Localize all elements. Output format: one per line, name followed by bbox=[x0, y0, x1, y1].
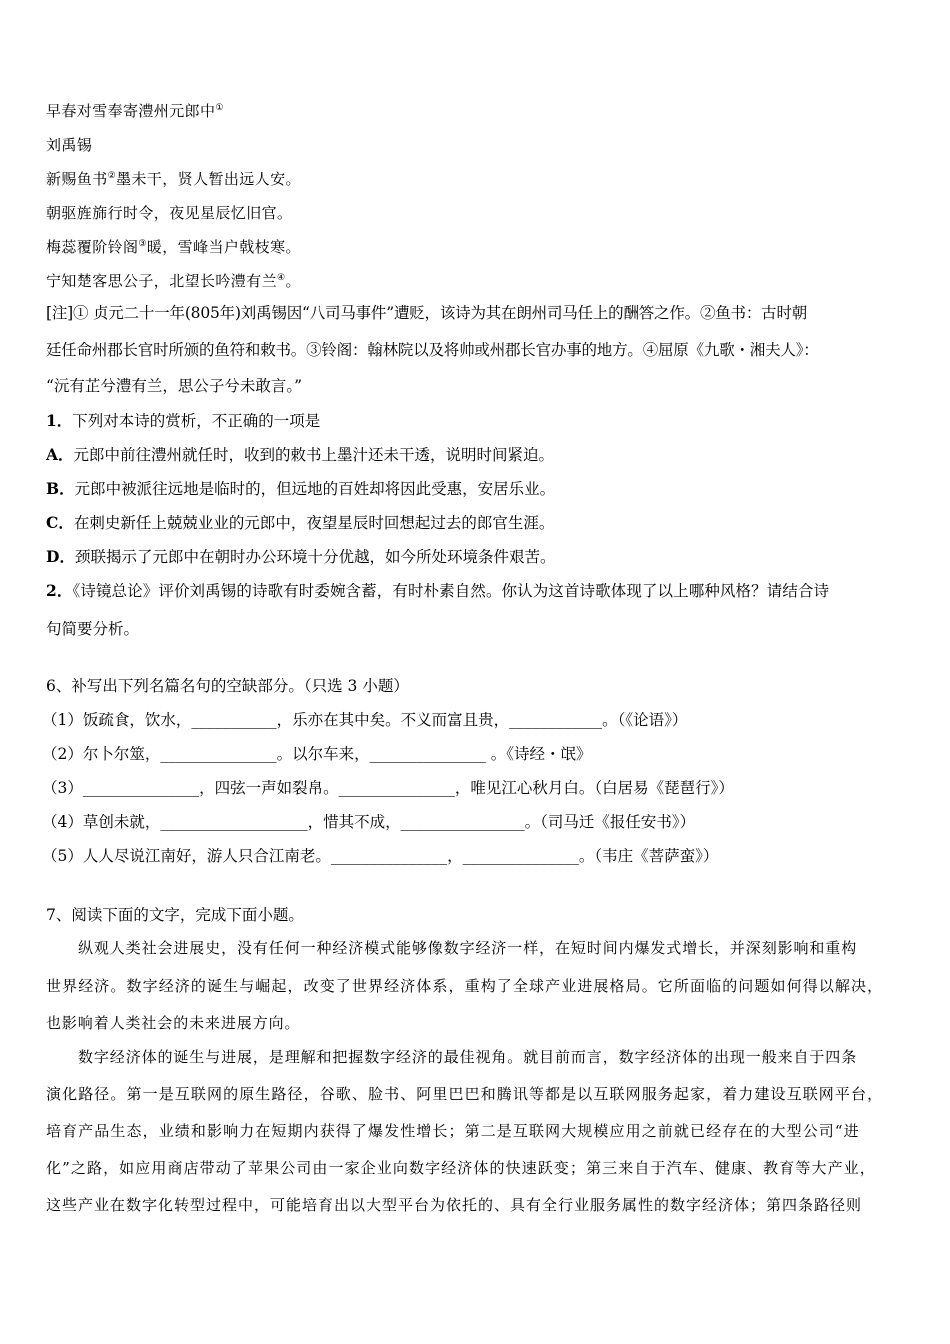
option-b bbox=[46, 479, 555, 499]
passage-p1-line-3: 也影响着人类社会的未来进展方向。 bbox=[46, 1014, 301, 1032]
option-label: C． bbox=[46, 513, 74, 532]
passage-p2-line-2: 演化路径。第一是互联网的原生路径，谷歌、脸书、阿里巴巴和腾讯等都是以互联网服务起家，着力建设互联网平台， bbox=[46, 1085, 884, 1103]
passage-p2-line-5: 这些产业在数字化转型过程中，可能培育出以大型平台为依托的、具有全行业服务属性的数字经济体；第四条路径则 bbox=[46, 1196, 863, 1214]
question-number: 1． bbox=[46, 411, 73, 430]
passage-p1-line-1: 纵观人类社会进展史，没有任何一种经济模式能够像数字经济一样，在短时间内爆发式增长，并深刻影响和重构 bbox=[78, 939, 858, 957]
passage-p2-line-1: 数字经济体的诞生与进展，是理解和把握数字经济的最佳视角。就目前而言，数字经济体的出现一般来自于四条 bbox=[78, 1048, 858, 1066]
option-text: 颈联揭示了元郎中在朝时办公环境十分优越，如今所处环境条件艰苦。 bbox=[74, 548, 556, 566]
option-label: A． bbox=[46, 445, 74, 464]
poem-line-1-part-a: 新赐鱼书 bbox=[46, 170, 108, 188]
question-2-line-1 bbox=[46, 581, 829, 601]
passage-p2-line-4: 化”之路，如应用商店带动了苹果公司由一家企业向数字经济体的快速跃变；第三来自于汽车、健康、教育等大产业， bbox=[46, 1159, 876, 1177]
fill-blank-item-4: （4）草创未就，___________________，惜其不成，________________。（司马迁《报任安书》） bbox=[42, 813, 696, 831]
option-label: D． bbox=[46, 547, 75, 566]
poem-line-4-part-a: 宁知楚客思公子，北望长吟澧有兰 bbox=[46, 272, 278, 290]
poem-line-3-part-b: 暖，雪峰当户戟枝寒。 bbox=[146, 238, 301, 256]
poem-title-text: 早春对雪奉寄澧州元郎中 bbox=[46, 102, 216, 120]
poem-line-4 bbox=[46, 271, 301, 291]
question-2-text: 《诗镜总论》评价刘禹锡的诗歌有时委婉含蓄，有时朴素自然。你认为这首诗歌体现了以上哪种风格？请结合诗 bbox=[72, 582, 830, 600]
option-text: 元郎中被派往远地是临时的，但远地的百姓却将因此受惠，安居乐业。 bbox=[74, 480, 556, 498]
option-c bbox=[46, 513, 554, 533]
question-2-line-2: 句简要分析。 bbox=[46, 620, 140, 638]
question-number: 2． bbox=[46, 581, 73, 600]
poem-title bbox=[46, 101, 224, 121]
poem-author: 刘禹锡 bbox=[46, 136, 93, 154]
notes-line-2: 廷任命州郡长官时所颁的鱼符和敕书。③铃阁：翰林院以及将帅或州郡长官办事的地方。④屈原《九歌・湘夫人》： bbox=[46, 341, 819, 359]
question-6-heading: 6、补写出下列名篇名句的空缺部分。（只选 3 小题） bbox=[46, 677, 409, 695]
footnote-marker: ① bbox=[215, 103, 224, 113]
option-label: B． bbox=[46, 479, 75, 498]
notes-line-1: [注]① 贞元二十一年(805年)刘禹锡因“八司马事件”遭贬，该诗为其在朗州司马任上的酬答之作。②鱼书：古时朝 bbox=[46, 304, 808, 322]
poem-line-1 bbox=[46, 169, 301, 189]
poem-line-3-part-a: 梅蕊覆阶铃阁 bbox=[46, 238, 139, 256]
option-text: 元郎中前往澧州就任时，收到的敕书上墨汁还未干透，说明时间紧迫。 bbox=[73, 446, 555, 464]
option-text: 在刺史新任上兢兢业业的元郎中，夜望星辰时回想起过去的郎官生涯。 bbox=[73, 514, 555, 532]
question-1-stem bbox=[46, 411, 320, 431]
fill-blank-item-1: （1）饭疏食，饮水，___________，乐亦在其中矣。不义而富且贵，____________。（《论语》） bbox=[42, 711, 688, 729]
fill-blank-item-5: （5）人人尽说江南好，游人只合江南老。_______________，_______________。（韦庄《菩萨蛮》） bbox=[42, 847, 719, 865]
footnote-marker: ② bbox=[107, 171, 117, 181]
question-1-text: 下列对本诗的赏析，不正确的一项是 bbox=[72, 412, 321, 430]
question-7-heading: 7、阅读下面的文字，完成下面小题。 bbox=[46, 906, 304, 924]
poem-line-2: 朝驱旌旆行时令，夜见星辰忆旧官。 bbox=[46, 204, 293, 222]
poem-line-1-part-b: 墨未干，贤人暂出远人安。 bbox=[116, 170, 301, 188]
notes-line-3: “沅有芷兮澧有兰，思公子兮未敢言。” bbox=[46, 377, 303, 395]
passage-p1-line-2: 世界经济。数字经济的诞生与崛起，改变了世界经济体系，重构了全球产业进展格局。它所面临的问题如何得以解决， bbox=[46, 977, 884, 995]
fill-blank-item-3: （3）_______________，四弦一声如裂帛。_______________，唯见江心秋月白。（白居易《琵琶行》） bbox=[42, 779, 734, 797]
poem-line-3 bbox=[46, 237, 301, 257]
option-a bbox=[46, 445, 554, 465]
footnote-marker: ③ bbox=[138, 239, 147, 249]
fill-blank-item-2: （2）尔卜尔筮，_______________。以尔车来，_______________ 。《诗经・氓》 bbox=[42, 745, 592, 763]
passage-p2-line-3: 培育产品生态，业绩和影响力在短期内获得了爆发性增长；第二是互联网大规模应用之前就已经存在的大型公司“进 bbox=[46, 1122, 860, 1140]
poem-line-4-part-b: 。 bbox=[285, 272, 301, 290]
footnote-marker: ④ bbox=[277, 273, 286, 283]
option-d bbox=[46, 547, 555, 567]
